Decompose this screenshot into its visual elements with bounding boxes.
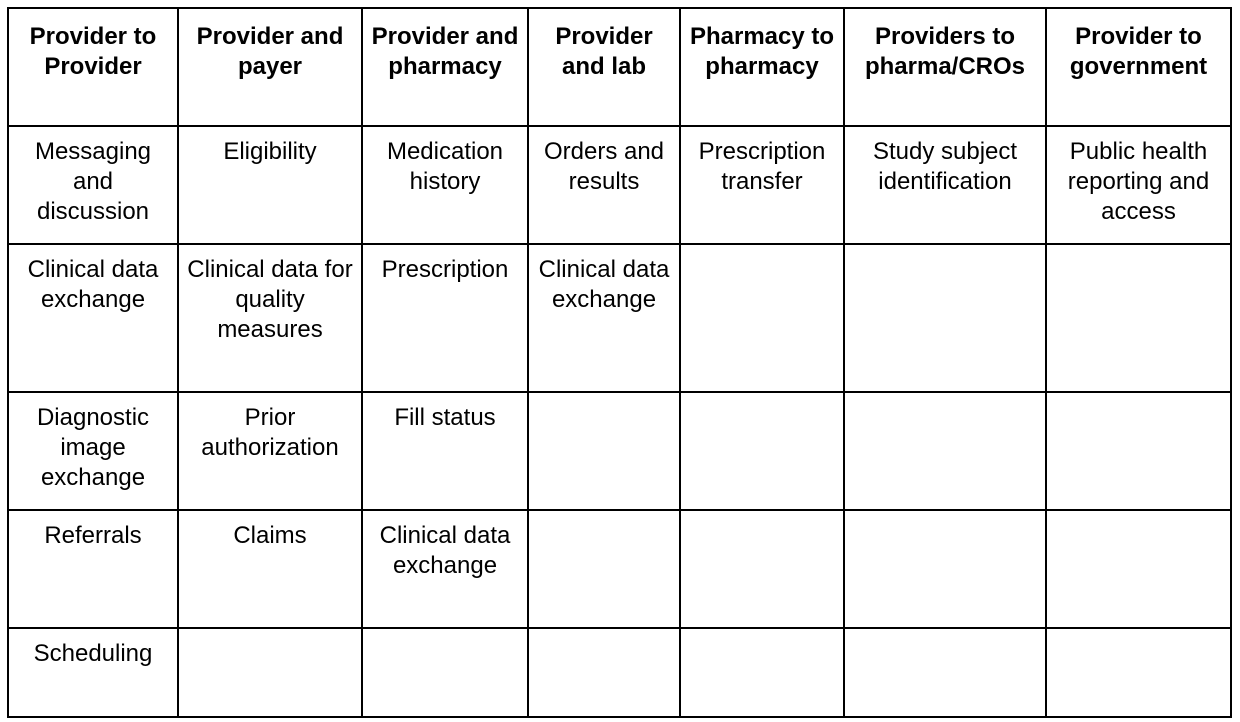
table-cell: Public health reporting and access <box>1046 126 1231 244</box>
table-cell <box>362 628 528 717</box>
table-cell: Prescription <box>362 244 528 392</box>
table-cell: Clinical data exchange <box>8 244 178 392</box>
table-cell: Diagnostic image exchange <box>8 392 178 510</box>
table-cell <box>844 628 1046 717</box>
table-row <box>8 628 1231 717</box>
table-cell <box>844 510 1046 628</box>
table-cell: Clinical data exchange <box>362 510 528 628</box>
table-cell <box>680 392 844 510</box>
table-cell <box>1046 244 1231 392</box>
table-row <box>8 244 1231 392</box>
column-header: Provider and pharmacy <box>362 8 528 126</box>
table-cell <box>1046 392 1231 510</box>
table-cell <box>1046 510 1231 628</box>
table-row <box>8 392 1231 510</box>
table-cell: Scheduling <box>8 628 178 717</box>
column-header: Providers to pharma/CROs <box>844 8 1046 126</box>
table-cell: Messaging and discussion <box>8 126 178 244</box>
table-cell: Eligibility <box>178 126 362 244</box>
column-header: Pharmacy to pharmacy <box>680 8 844 126</box>
table-cell <box>528 510 680 628</box>
table-row <box>8 510 1231 628</box>
table-cell: Medication history <box>362 126 528 244</box>
column-header: Provider and payer <box>178 8 362 126</box>
table-cell <box>680 628 844 717</box>
table-cell <box>528 392 680 510</box>
table-cell: Prior authorization <box>178 392 362 510</box>
table-cell: Prescription transfer <box>680 126 844 244</box>
table-cell <box>844 244 1046 392</box>
table-cell: Study subject identification <box>844 126 1046 244</box>
table-cell: Claims <box>178 510 362 628</box>
table-cell <box>680 244 844 392</box>
table-cell: Clinical data exchange <box>528 244 680 392</box>
table-cell <box>1046 628 1231 717</box>
table-cell: Fill status <box>362 392 528 510</box>
exchange-use-cases-table <box>7 7 1232 718</box>
column-header: Provider to Provider <box>8 8 178 126</box>
column-header: Provider and lab <box>528 8 680 126</box>
table-cell: Clinical data for quality measures <box>178 244 362 392</box>
table-row <box>8 126 1231 244</box>
table-cell <box>844 392 1046 510</box>
table-cell <box>680 510 844 628</box>
table-cell: Referrals <box>8 510 178 628</box>
table-cell: Orders and results <box>528 126 680 244</box>
table-header-row <box>8 8 1231 126</box>
table-cell <box>528 628 680 717</box>
column-header: Provider to government <box>1046 8 1231 126</box>
table-cell <box>178 628 362 717</box>
